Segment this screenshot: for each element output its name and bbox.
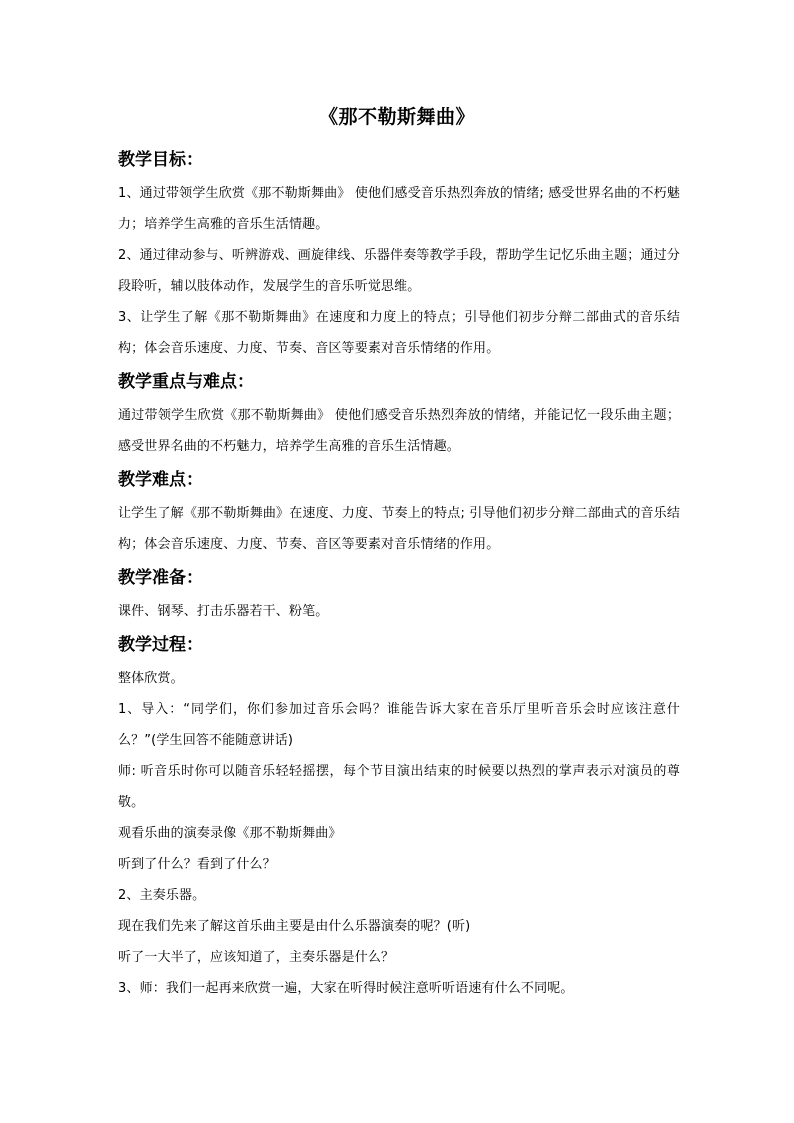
process-line-5: 听到了什么？看到了什么？ xyxy=(118,857,276,872)
process-line-6: 2、主奏乐器。 xyxy=(118,888,206,903)
document-body xyxy=(118,148,680,1004)
document-title: 《那不勒斯舞曲》 xyxy=(318,106,475,128)
goal-item-2: 2、通过律动参与、听辨游戏、画旋律线、乐器伴奏等教学手段，帮助学生记忆乐曲主题；通过分段聆听，辅以肢体动作，发展学生的音乐听觉思维。 xyxy=(118,248,680,294)
difficulties-text: 让学生了解《那不勒斯舞曲》在速度、力度、节奏上的特点; 引导他们初步分辩二部曲式的音乐结构；体会音乐速度、力度、节奏、音区等要素对音乐情绪的作用。 xyxy=(118,506,680,552)
key-points-text: 通过带领学生欣赏《那不勒斯舞曲》 使他们感受音乐热烈奔放的情绪，并能记忆一段乐曲主题；感受世界名曲的不朽魅力，培养学生高雅的音乐生活情趣。 xyxy=(118,408,680,454)
preparation-text: 课件、钢琴、打击乐器若干、粉笔。 xyxy=(118,604,329,619)
section-heading-goals: 教学目标： xyxy=(118,150,203,170)
process-line-1: 整体欣赏。 xyxy=(118,671,184,686)
section-heading-key-points: 教学重点与难点： xyxy=(118,372,254,392)
process-line-2: 1、导入：“同学们，你们参加过音乐会吗？谁能告诉大家在音乐厅里听音乐会时应该注意什么？”(学生回答不能随意讲话) xyxy=(118,702,680,748)
process-line-4: 观看乐曲的演奏录像《那不勒斯舞曲》 xyxy=(118,826,342,841)
process-line-8: 听了一大半了，应该知道了，主奏乐器是什么？ xyxy=(118,950,395,965)
goal-item-3: 3、让学生了解《那不勒斯舞曲》在速度和力度上的特点；引导他们初步分辩二部曲式的音乐结构；体会音乐速度、力度、节奏、音区等要素对音乐情绪的作用。 xyxy=(118,310,680,356)
section-heading-process: 教学过程： xyxy=(118,635,203,655)
goal-item-1: 1、通过带领学生欣赏《那不勒斯舞曲》 使他们感受音乐热烈奔放的情绪; 感受世界名曲的不朽魅力；培养学生高雅的音乐生活情趣。 xyxy=(118,186,680,232)
section-heading-difficulties: 教学难点： xyxy=(118,470,203,490)
section-heading-preparation: 教学准备： xyxy=(118,568,203,588)
process-line-7: 现在我们先来了解这首乐曲主要是由什么乐器演奏的呢？(听) xyxy=(118,919,471,934)
process-line-9: 3、师：我们一起再来欣赏一遍，大家在听得时候注意听听语速有什么不同呢。 xyxy=(118,981,574,996)
process-line-3: 师: 听音乐时你可以随音乐轻轻摇摆，每个节目演出结束的时候要以热烈的掌声表示对演员的尊敬。 xyxy=(118,764,680,810)
